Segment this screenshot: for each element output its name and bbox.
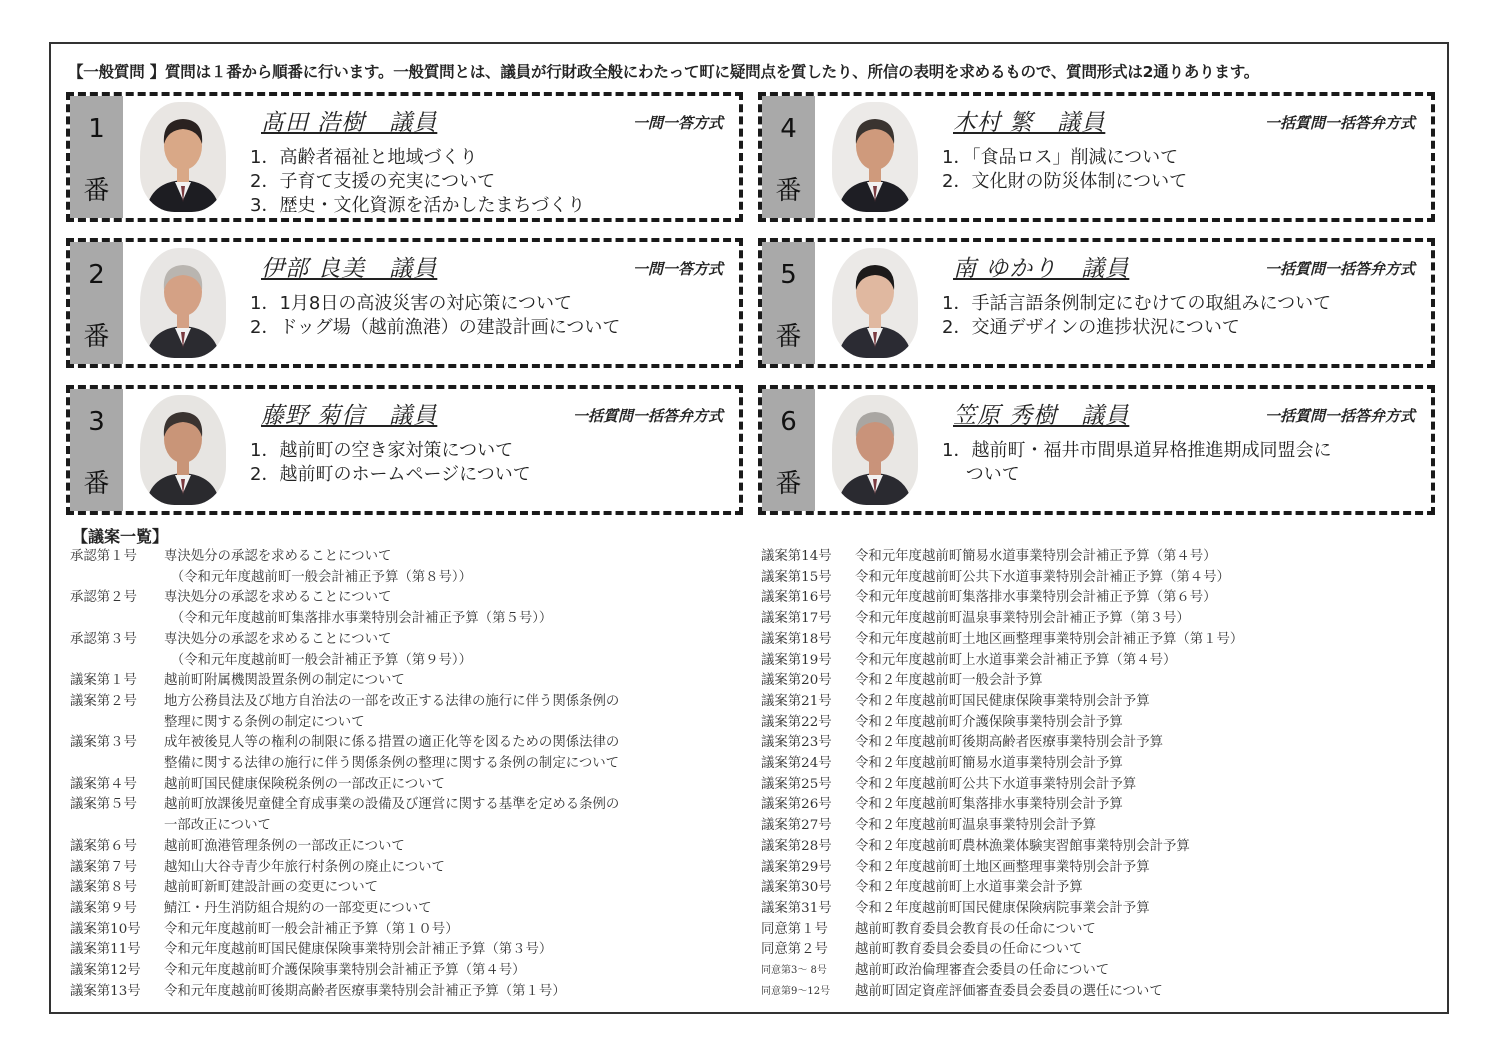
bill-title-line: 越前町固定資産評価審査委員会委員の選任について — [855, 983, 1163, 999]
bill-number: 議案第21号 — [761, 693, 832, 709]
councilor-card-1 — [66, 92, 743, 222]
bill-item — [70, 775, 750, 796]
bill-title-line: 成年被後見人等の権利の制限に係る措置の適正化等を図るための関係法律の — [164, 735, 620, 751]
councilor-portrait — [140, 248, 226, 358]
bill-title-line: 令和元年度越前町公共下水道事業特別会計補正予算（第４号） — [855, 569, 1230, 585]
bill-title-line: 令和２年度越前町国民健康保険病院事業会計予算 — [855, 900, 1150, 916]
bill-item — [70, 692, 750, 733]
order-suffix: 番 — [775, 322, 802, 352]
bill-title — [164, 547, 472, 588]
councilor-portrait — [832, 395, 918, 505]
order-number: 5 — [780, 260, 797, 290]
bill-title-line: 令和２年度越前町上水道事業会計予算 — [855, 880, 1083, 896]
bill-number: 同意第１号 — [761, 921, 828, 937]
bill-number: 議案第12号 — [70, 963, 141, 979]
bill-title — [164, 733, 619, 774]
bill-title — [164, 961, 526, 982]
bills-list-right — [761, 547, 1441, 1002]
order-suffix: 番 — [83, 469, 110, 499]
bill-item — [70, 795, 750, 836]
bill-item — [70, 733, 750, 774]
bill-title — [164, 899, 432, 920]
councilor-name: 伊部 良美 議員 — [261, 256, 438, 282]
question-topic: 2．子育て支援の充実について — [250, 171, 496, 192]
order-number-tab — [762, 242, 815, 364]
bill-item — [70, 837, 750, 858]
bill-title — [164, 692, 619, 733]
bill-title-line: 鯖江・丹生消防組合規約の一部変更について — [164, 900, 432, 916]
order-number-tab — [762, 96, 815, 218]
general-question-intro: 【一般質問 】質問は１番から順番に行います。一般質問とは、議員が行財政全般にわたって町に疑問点を質したり、所信の表明を求めるもので、質問形式は2通りあります。 — [68, 63, 1260, 81]
bill-item — [70, 547, 750, 588]
bill-title-line: 越前町国民健康保険税条例の一部改正について — [164, 776, 445, 792]
bill-title-line: 越知山大谷寺青少年旅行村条例の廃止について — [164, 859, 445, 875]
order-number-tab — [70, 242, 123, 364]
bill-number: 議案第13号 — [70, 983, 141, 999]
bill-number: 議案第６号 — [70, 838, 137, 854]
bill-title-line: 令和元年度越前町一般会計補正予算（第１０号） — [164, 921, 459, 937]
bill-number: 議案第３号 — [70, 735, 137, 751]
bill-title — [855, 713, 1123, 734]
question-topic: 3．歴史・文化資源を活かしたまちづくり — [250, 195, 586, 216]
bill-title — [855, 609, 1190, 630]
order-suffix: 番 — [775, 469, 802, 499]
bill-title-line: （令和元年度越前町集落排水事業特別会計補正予算（第５号）） — [164, 611, 553, 627]
question-topic: 1．1月8日の高波災害の対応策について — [250, 293, 572, 314]
bill-number: 議案第31号 — [761, 900, 832, 916]
bill-item — [761, 920, 1441, 941]
bill-title-line: 令和２年度越前町国民健康保険事業特別会計予算 — [855, 693, 1150, 709]
bill-title — [855, 588, 1217, 609]
order-number-tab — [762, 389, 815, 511]
question-topics — [942, 439, 1331, 487]
bill-item — [70, 878, 750, 899]
bill-item — [761, 588, 1441, 609]
bill-title-line: 令和元年度越前町集落排水事業特別会計補正予算（第６号） — [855, 590, 1217, 606]
question-method: 一括質問一括答弁方式 — [1264, 114, 1415, 132]
bill-title — [164, 837, 405, 858]
bill-number: 承認第２号 — [70, 590, 137, 606]
bill-title — [855, 733, 1163, 754]
bill-item — [761, 651, 1441, 672]
councilor-card-4 — [758, 92, 1435, 222]
bill-item — [70, 899, 750, 920]
question-topic: 2．ドッグ場（越前漁港）の建設計画について — [250, 317, 621, 338]
councilor-name: 藤野 菊信 議員 — [261, 403, 438, 429]
bill-title-line: 令和２年度越前町簡易水道事業特別会計予算 — [855, 756, 1123, 772]
bills-list-left — [70, 547, 750, 1002]
bill-title-line: 専決処分の承認を求めることについて — [164, 549, 392, 564]
bill-title-line: 専決処分の承認を求めることについて — [164, 631, 392, 647]
bill-number: 承認第３号 — [70, 631, 137, 647]
bill-title — [855, 547, 1217, 568]
councilor-name: 南 ゆかり 議員 — [953, 256, 1130, 282]
bill-title — [164, 588, 552, 629]
bill-title-line: 令和元年度越前町後期高齢者医療事業特別会計補正予算（第１号） — [164, 983, 566, 999]
bill-title-line: 令和２年度越前町一般会計予算 — [855, 673, 1043, 689]
bill-title — [164, 858, 445, 879]
bill-item — [761, 899, 1441, 920]
bill-item — [761, 816, 1441, 837]
bill-item — [761, 940, 1441, 961]
bill-title — [164, 630, 472, 671]
order-suffix: 番 — [775, 176, 802, 206]
bill-title — [164, 920, 459, 941]
bill-item — [70, 630, 750, 671]
bill-number: 議案第16号 — [761, 590, 832, 606]
bill-item — [70, 940, 750, 961]
bill-title — [855, 878, 1083, 899]
bill-item — [70, 671, 750, 692]
bill-title — [164, 775, 445, 796]
bill-title — [855, 692, 1150, 713]
bill-number: 議案第14号 — [761, 549, 832, 564]
bill-title-line: 令和元年度越前町温泉事業特別会計補正予算（第３号） — [855, 611, 1190, 627]
bill-title — [855, 899, 1150, 920]
order-suffix: 番 — [83, 176, 110, 206]
bill-number: 議案第24号 — [761, 756, 832, 772]
bill-number: 議案第22号 — [761, 714, 832, 730]
councilor-name: 笠原 秀樹 議員 — [953, 403, 1130, 429]
bill-title-line: 令和２年度越前町介護保険事業特別会計予算 — [855, 714, 1123, 730]
bill-number: 議案第27号 — [761, 818, 832, 834]
bill-title-line: 整備に関する法律の施行に伴う関係条例の整理に関する条例の制定について — [164, 756, 620, 772]
bill-number: 議案第15号 — [761, 569, 832, 585]
bill-number: 議案第19号 — [761, 652, 832, 668]
bill-number: 議案第29号 — [761, 859, 832, 875]
bill-title — [855, 795, 1123, 816]
bill-item — [761, 547, 1441, 568]
order-suffix: 番 — [83, 322, 110, 352]
councilor-card-2 — [66, 238, 743, 368]
order-number-tab — [70, 96, 123, 218]
bill-item — [761, 858, 1441, 879]
bill-title-line: 令和元年度越前町国民健康保険事業特別会計補正予算（第３号） — [164, 942, 553, 958]
bill-item — [761, 982, 1441, 1003]
bill-title — [164, 795, 619, 836]
order-number: 2 — [88, 260, 105, 290]
bill-item — [761, 837, 1441, 858]
bill-title-line: 令和２年度越前町公共下水道事業特別会計予算 — [855, 776, 1137, 792]
councilor-card-3 — [66, 385, 743, 515]
bill-item — [70, 588, 750, 629]
bill-title-line: 令和２年度越前町後期高齢者医療事業特別会計予算 — [855, 735, 1163, 751]
bill-number: 議案第17号 — [761, 611, 832, 627]
bill-item — [761, 775, 1441, 796]
bill-number: 承認第１号 — [70, 549, 137, 564]
question-topic: 2．交通デザインの進捗状況について — [942, 317, 1240, 338]
bill-item — [761, 692, 1441, 713]
bill-title-line: 一部改正について — [164, 818, 271, 834]
bill-title — [855, 982, 1163, 1003]
bill-number: 議案第26号 — [761, 797, 832, 813]
councilor-portrait — [832, 248, 918, 358]
bill-number: 同意第9～12号 — [761, 985, 831, 997]
question-topics — [250, 439, 531, 487]
bill-title-line: （令和元年度越前町一般会計補正予算（第９号）） — [164, 652, 472, 668]
bill-title-line: 令和２年度越前町温泉事業特別会計予算 — [855, 818, 1097, 834]
councilor-name: 髙田 浩樹 議員 — [261, 110, 438, 136]
bill-item — [761, 630, 1441, 651]
bill-title — [855, 920, 1096, 941]
bill-title-line: 令和元年度越前町土地区画整理事業特別会計補正予算（第１号） — [855, 631, 1244, 647]
bill-number: 同意第3～ 8号 — [761, 965, 827, 977]
bill-number: 議案第23号 — [761, 735, 832, 751]
bill-number: 議案第４号 — [70, 776, 137, 792]
bill-title-line: 令和２年度越前町農林漁業体験実習館事業特別会計予算 — [855, 838, 1190, 854]
order-number: 1 — [88, 114, 105, 144]
bill-title — [855, 754, 1123, 775]
bill-title — [164, 878, 378, 899]
question-topics — [942, 146, 1187, 194]
bill-title-line: 越前町教育委員会委員の任命について — [855, 942, 1083, 958]
bill-number: 議案第20号 — [761, 673, 832, 689]
bill-title-line: 令和２年度越前町土地区画整理事業特別会計予算 — [855, 859, 1150, 875]
councilor-name: 木村 繁 議員 — [953, 110, 1106, 136]
question-topic: 2．文化財の防災体制について — [942, 171, 1188, 192]
question-topics — [250, 146, 585, 218]
bill-title — [164, 940, 552, 961]
bill-title — [855, 775, 1136, 796]
question-topics — [942, 292, 1331, 340]
councilor-portrait — [140, 102, 226, 212]
bill-item — [761, 713, 1441, 734]
order-number: 3 — [88, 407, 105, 437]
bill-item — [70, 961, 750, 982]
question-topic: 1．手話言語条例制定にむけての取組みについて — [942, 293, 1332, 314]
bill-item — [761, 671, 1441, 692]
bill-number: 議案第18号 — [761, 631, 832, 647]
bill-number: 議案第25号 — [761, 776, 832, 792]
question-method: 一括質問一括答弁方式 — [1264, 407, 1415, 425]
bill-title-line: 専決処分の承認を求めることについて — [164, 590, 392, 606]
bill-title-line: 令和２年度越前町集落排水事業特別会計予算 — [855, 797, 1123, 813]
bill-item — [761, 961, 1441, 982]
bill-number: 議案第10号 — [70, 921, 141, 937]
bill-item — [761, 878, 1441, 899]
bill-title — [855, 568, 1230, 589]
councilor-portrait — [832, 102, 918, 212]
bill-title-line: 令和元年度越前町簡易水道事業特別会計補正予算（第４号） — [855, 549, 1217, 564]
bill-title-line: 越前町附属機関設置条例の制定について — [164, 673, 405, 689]
bill-number: 議案第７号 — [70, 859, 137, 875]
question-method: 一括質問一括答弁方式 — [1264, 260, 1415, 278]
bill-item — [761, 609, 1441, 630]
question-topic: ついて — [942, 464, 1020, 485]
question-topic: 1．越前町・福井市間県道昇格推進期成同盟会に — [942, 440, 1332, 461]
bill-number: 議案第８号 — [70, 880, 137, 896]
bill-title-line: （令和元年度越前町一般会計補正予算（第８号）） — [164, 569, 472, 585]
bill-item — [70, 920, 750, 941]
bill-number: 議案第11号 — [70, 942, 141, 958]
bill-number: 議案第５号 — [70, 797, 137, 813]
bill-number: 議案第30号 — [761, 880, 832, 896]
bill-title-line: 整理に関する条例の制定について — [164, 714, 365, 730]
bill-title — [855, 630, 1243, 651]
bill-item — [70, 982, 750, 1003]
bill-title-line: 令和元年度越前町介護保険事業特別会計補正予算（第４号） — [164, 963, 526, 979]
question-topic: 1．「食品ロス」削減について — [942, 147, 1179, 168]
bill-title — [855, 858, 1150, 879]
bill-title — [855, 651, 1176, 672]
bill-title — [164, 982, 566, 1003]
bill-title — [855, 671, 1042, 692]
bill-number: 議案第28号 — [761, 838, 832, 854]
bill-number: 同意第２号 — [761, 942, 828, 958]
question-topic: 1．高齢者福祉と地域づくり — [250, 147, 478, 168]
bill-title-line: 越前町放課後児童健全育成事業の設備及び運営に関する基準を定める条例の — [164, 797, 620, 813]
bill-number: 議案第９号 — [70, 900, 137, 916]
councilor-card-6 — [758, 385, 1435, 515]
question-topic: 1．越前町の空き家対策について — [250, 440, 514, 461]
bill-item — [761, 568, 1441, 589]
bill-title — [855, 961, 1109, 982]
bill-item — [761, 795, 1441, 816]
bill-title-line: 越前町新町建設計画の変更について — [164, 880, 378, 896]
bill-title — [164, 671, 405, 692]
bill-title-line: 越前町教育委員会教育長の任命について — [855, 921, 1096, 937]
order-number-tab — [70, 389, 123, 511]
order-number: 6 — [780, 407, 797, 437]
councilor-portrait — [140, 395, 226, 505]
question-topics — [250, 292, 620, 340]
bill-title — [855, 940, 1082, 961]
bill-title — [855, 816, 1096, 837]
question-method: 一問一答方式 — [632, 114, 723, 132]
bill-number: 議案第２号 — [70, 693, 137, 709]
bill-item — [761, 754, 1441, 775]
bill-number: 議案第１号 — [70, 673, 137, 689]
order-number: 4 — [780, 114, 797, 144]
question-method: 一問一答方式 — [632, 260, 723, 278]
bill-item — [761, 733, 1441, 754]
bill-title-line: 令和元年度越前町上水道事業会計補正予算（第４号） — [855, 652, 1177, 668]
councilor-card-5 — [758, 238, 1435, 368]
question-topic: 2．越前町のホームページについて — [250, 464, 531, 485]
bills-section-title: 【議案一覧】 — [72, 527, 169, 546]
bill-title-line: 地方公務員法及び地方自治法の一部を改正する法律の施行に伴う関係条例の — [164, 693, 620, 709]
bill-title-line: 越前町漁港管理条例の一部改正について — [164, 838, 405, 854]
bill-item — [70, 858, 750, 879]
bill-title-line: 越前町政治倫理審査会委員の任命について — [855, 963, 1110, 979]
bill-title — [855, 837, 1190, 858]
question-method: 一括質問一括答弁方式 — [572, 407, 723, 425]
